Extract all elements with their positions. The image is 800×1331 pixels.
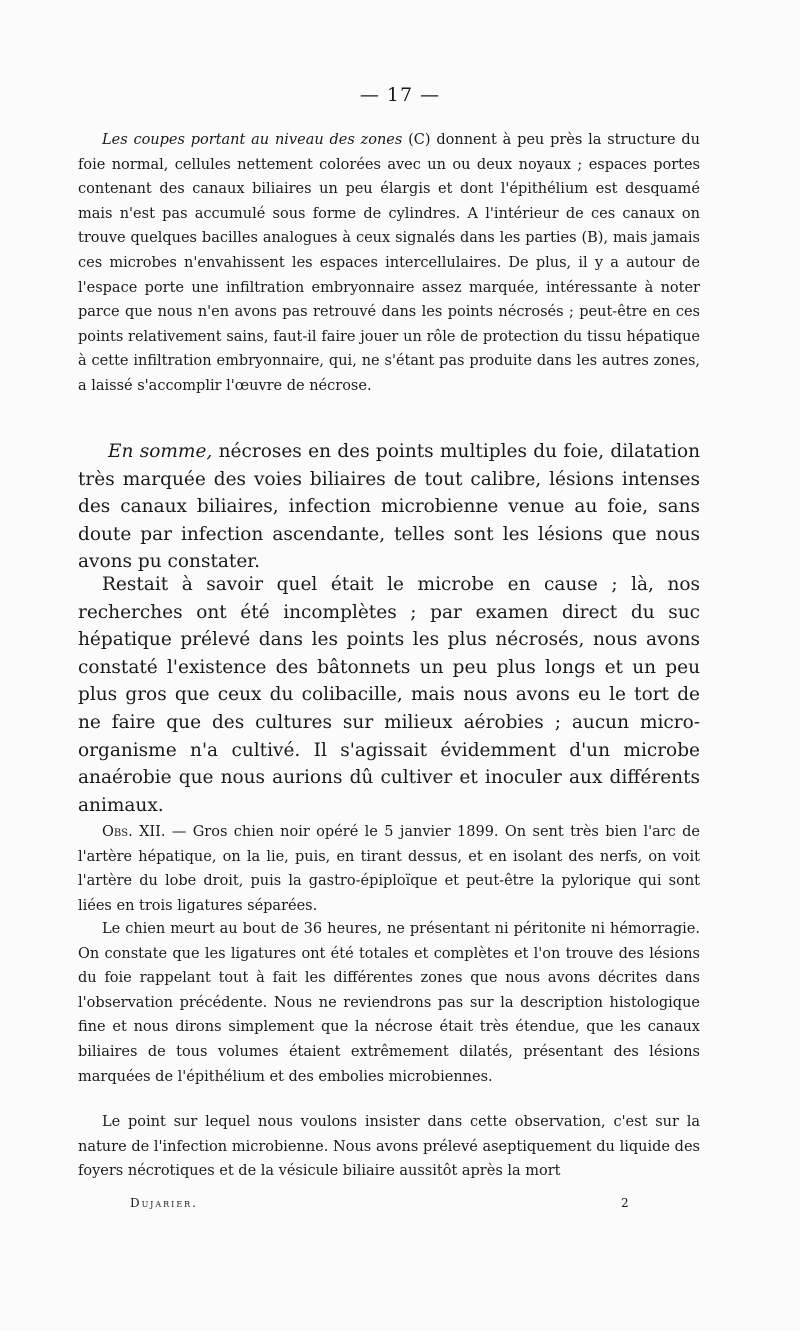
paragraph-text: (C) donnent à peu près la structure du foie normal, cellules nettement colorées avec un ou deux noyaux ; espaces portes contenant des canaux biliaires un peu élargis et dont l'épithélium est desquamé mais n'est pas accumulé sous forme de cylindres. A l'intérieur de ces canaux on trouve quelques bacilles analogues à ceux signalés dans les parties (B), mais jamais ces microbes n'envahissent les espaces intercellulaires. De plus, il y a autour de l'espace porte une infiltration embryonnaire assez marquée, intéressante à noter parce que nous n'en avons pas retrouvé dans les points nécrosés ; peut-être en ces points relativement sains, faut-il faire jouer un rôle de protection du tissu hépatique à cette infiltration embryonnaire, qui, ne s'étant pas produite dans les autres zones, a laissé s'accomplir l'œuvre de nécrose. (78, 132, 700, 394)
paragraph-text: nécroses en des points multiples du foie, dilatation très marquée des voies biliaires de tout calibre, lésions intenses des canaux biliaires, infection microbienne venue au foie, sans doute par infection ascendante, telles sont les lésions que nous avons pu constater. (78, 441, 700, 573)
paragraph-chien-meurt: Le chien meurt au bout de 36 heures, ne présentant ni péritonite ni hémorragie. On constate que les ligatures ont été totales et complètes et l'on trouve des lésions du foie rappelant tout à fait les différentes zones que nous avons décrites dans l'observation précédente. Nous ne reviendrons pas sur la description histologique fine et nous dirons simplement que la nécrose était très étendue, que les canaux biliaires de tous volumes étaient extrêmement dilatés, présentant des lésions marquées de l'épithélium et des embolies microbiennes. (78, 921, 700, 1085)
paragraph-infection-microbienne: Le point sur lequel nous voulons insister dans cette observation, c'est sur la nature de l'infection microbienne. Nous avons prélevé aseptiquement du liquide des foyers nécrotiques et de la vésicule biliaire aussitôt après la mort (78, 1114, 700, 1180)
paragraph-en-somme (78, 438, 700, 576)
paragraph-text: — Gros chien noir opéré le 5 janvier 1899. On sent très bien l'arc de l'artère hépatique, on la lie, puis, en tirant dessus, et en isolant des nerfs, on voit l'artère du lobe droit, puis la gastro-épiploïque et peut-être la pylorique qui sont liées en trois ligatures séparées. (78, 824, 700, 914)
footer-sheet-number: 2 (621, 1196, 629, 1210)
page-number: — 17 — (359, 84, 441, 106)
footer-author-signature: Dujarier. (130, 1196, 198, 1210)
observation-label: Obs. XII. (102, 824, 166, 840)
paragraph-restait-a-savoir: Restait à savoir quel était le microbe en cause ; là, nos recherches ont été incomplètes ; par examen direct du suc hépatique prélevé dans les points les plus nécrosés, nous avons constaté l'existence des bâtonnets un peu plus longs et un peu plus gros que ceux du colibacille, mais nous avons eu le tort de ne faire que des cultures sur milieux aérobies ; aucun micro-organisme n'a cultivé. Il s'agissait évidemment d'un microbe anaérobie que nous aurions dû cultiver et inoculer aux différents animaux. (78, 574, 700, 816)
paragraph-observation-xii (78, 820, 700, 918)
paragraph-coupes-zone-c (78, 128, 700, 399)
paragraph-lead-in: En somme, (108, 441, 213, 462)
paragraph-lead-in: Les coupes portant au niveau des zones (102, 132, 403, 148)
